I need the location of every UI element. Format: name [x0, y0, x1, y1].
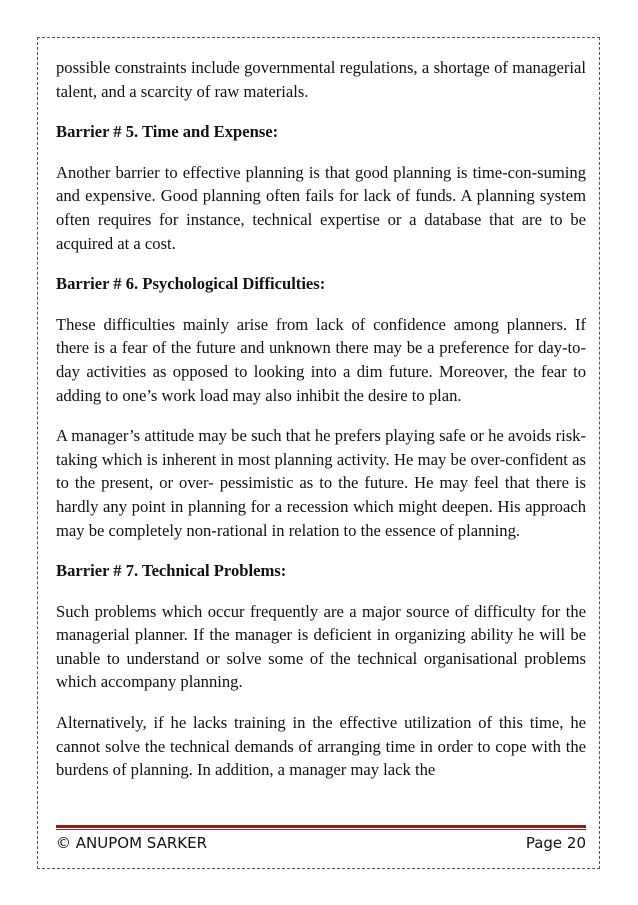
paragraph: These difficulties mainly arise from lack of confidence among planners. If there is a fear of the future and unknown there may be a preference for day-to-day activities as opposed to looking into a dim future. Moreover, the fear to adding to one’s work load may also inhibit the desire to plan.	[56, 314, 586, 405]
page-number: Page 20	[525, 834, 586, 852]
paragraph: Such problems which occur frequently are a major source of difficulty for the managerial planner. If the manager is deficient in organizing ability he will be unable to understand or solve some of the technical organisational problems which accompany planning.	[56, 601, 586, 692]
paragraph: Alternatively, if he lacks training in the effective utilization of this time, he cannot solve the technical demands of arranging time in order to cope with the burdens of planning. In addition, a manager may lack the	[56, 713, 586, 780]
section-heading: Barrier # 7. Technical Problems:	[56, 561, 287, 581]
footer-copyright: © ANUPOM SARKER	[56, 834, 208, 852]
paragraph: A manager’s attitude may be such that he prefers playing safe or he avoids risk-taking which is inherent in most planning activity. He may be over-confident as to the present, or over- pessimistic as to the future. He may feel that there is hardly any point in planning for a recession which might deepen. His approach may be completely non-rational in relation to the essence of planning.	[56, 426, 586, 540]
section-heading: Barrier # 5. Time and Expense:	[56, 122, 279, 142]
document-body	[56, 56, 586, 782]
footer-rule-thin	[56, 829, 586, 830]
paragraph: possible constraints include governmental regulations, a shortage of managerial talent, and a scarcity of raw materials.	[56, 58, 586, 101]
page-footer	[56, 834, 586, 858]
section-heading: Barrier # 6. Psychological Difficulties:	[56, 274, 326, 294]
footer-rule	[56, 825, 586, 828]
paragraph: Another barrier to effective planning is that good planning is time-con-suming and expensive. Good planning often fails for lack of funds. A planning system often requires for instance, technical expertise or a database that are to be acquired at a cost.	[56, 162, 586, 253]
